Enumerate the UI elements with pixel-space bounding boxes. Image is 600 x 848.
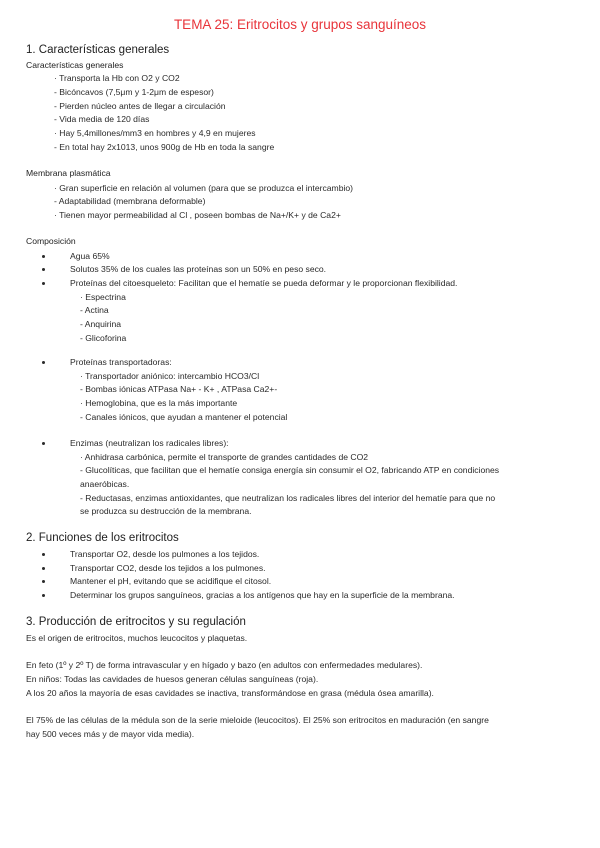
list-item: Proteínas del citoesqueleto: Facilitan que el hematíe se pueda deformar y le proporcionan flexibilidad. xyxy=(70,278,458,288)
paragraph: Es el origen de eritrocitos, muchos leucocitos y plaquetas. xyxy=(26,633,248,643)
bullet-dot xyxy=(42,268,45,271)
sub-list-item: - Anquirina xyxy=(80,319,122,329)
list-item: · Gran superficie en relación al volumen (para que se produzca el intercambio) xyxy=(54,183,354,193)
sub-list-item: · Espectrina xyxy=(80,292,126,302)
sub-list-item: - Reductasas, enzimas antioxidantes, que neutralizan los radicales libres del interior del hematíe para que no xyxy=(80,493,496,503)
sub-list-item: - Bombas iónicas ATPasa Na+ - K+ , ATPasa Ca2+- xyxy=(80,384,278,394)
list-item: Mantener el pH, evitando que se acidifique el citosol. xyxy=(70,576,272,586)
list-item: Agua 65% xyxy=(70,251,110,261)
sub-list-item: se produzca su destrucción de la membrana. xyxy=(80,506,252,516)
section-1-heading: 1. Características generales xyxy=(26,44,170,56)
bullet-dot xyxy=(42,282,45,285)
list-item: Proteínas transportadoras: xyxy=(70,357,172,367)
list-item: · Transporta la Hb con O2 y CO2 xyxy=(54,73,180,83)
subheading-caracteristicas: Características generales xyxy=(26,60,124,70)
bullet-dot xyxy=(42,442,45,445)
list-item: Enzimas (neutralizan los radicales libres): xyxy=(70,438,229,448)
list-item: - Bicóncavos (7,5μm y 1-2μm de espesor) xyxy=(54,87,214,97)
list-item: Determinar los grupos sanguíneos, gracias a los antígenos que hay en la superficie de la membrana. xyxy=(70,590,455,600)
sub-list-item: · Transportador aniónico: intercambio HCO3/Cl xyxy=(80,371,260,381)
sub-list-item: anaeróbicas. xyxy=(80,479,130,489)
list-item: · Hay 5,4millones/mm3 en hombres y 4,9 en mujeres xyxy=(54,128,256,138)
list-item: - Pierden núcleo antes de llegar a circulación xyxy=(54,101,226,111)
sub-list-item: - Canales iónicos, que ayudan a mantener el potencial xyxy=(80,412,288,422)
bullet-dot xyxy=(42,567,45,570)
paragraph: El 75% de las células de la médula son de la serie mieloide (leucocitos). El 25% son eritrocitos en maduración (en sangre xyxy=(26,715,489,725)
sub-list-item: - Actina xyxy=(80,305,109,315)
bullet-dot xyxy=(42,580,45,583)
list-item: Transportar CO2, desde los tejidos a los pulmones. xyxy=(70,563,266,573)
section-2-heading: 2. Funciones de los eritrocitos xyxy=(26,532,179,544)
paragraph: En feto (1º y 2º T) de forma intravascular y en hígado y bazo (en adultos con enfermedades medulares). xyxy=(26,660,423,670)
page-title: TEMA 25: Eritrocitos y grupos sanguíneos xyxy=(173,17,427,32)
bullet-dot xyxy=(42,553,45,556)
sub-list-item: - Glucolíticas, que facilitan que el hematíe consiga energía sin consumir el O2, fabricando ATP en condiciones xyxy=(80,465,500,475)
paragraph: En niños: Todas las cavidades de huesos generan células sanguíneas (roja). xyxy=(26,674,319,684)
paragraph: hay 500 veces más y de mayor vida media). xyxy=(26,729,195,739)
sub-list-item: · Anhidrasa carbónica, permite el transporte de grandes cantidades de CO2 xyxy=(80,452,369,462)
list-item: - Adaptabilidad (membrana deformable) xyxy=(54,196,206,206)
list-item: - Vida media de 120 días xyxy=(54,114,150,124)
list-item: Transportar O2, desde los pulmones a los tejidos. xyxy=(70,549,260,559)
bullet-dot xyxy=(42,255,45,258)
list-item: - En total hay 2x1013, unos 900g de Hb en toda la sangre xyxy=(54,142,275,152)
subheading-composicion: Composición xyxy=(26,236,76,246)
bullet-dot xyxy=(42,594,45,597)
subheading-membrana: Membrana plasmática xyxy=(26,168,111,178)
sub-list-item: - Glicoforina xyxy=(80,333,127,343)
paragraph: A los 20 años la mayoría de esas cavidades se inactiva, transformándose en grasa (médula ósea amarilla). xyxy=(26,688,434,698)
section-3-heading: 3. Producción de eritrocitos y su regulación xyxy=(26,616,246,628)
sub-list-item: · Hemoglobina, que es la más importante xyxy=(80,398,238,408)
bullet-dot xyxy=(42,361,45,364)
list-item: · Tienen mayor permeabilidad al Cl , poseen bombas de Na+/K+ y de Ca2+ xyxy=(54,210,341,220)
list-item: Solutos 35% de los cuales las proteínas son un 50% en peso seco. xyxy=(70,264,327,274)
